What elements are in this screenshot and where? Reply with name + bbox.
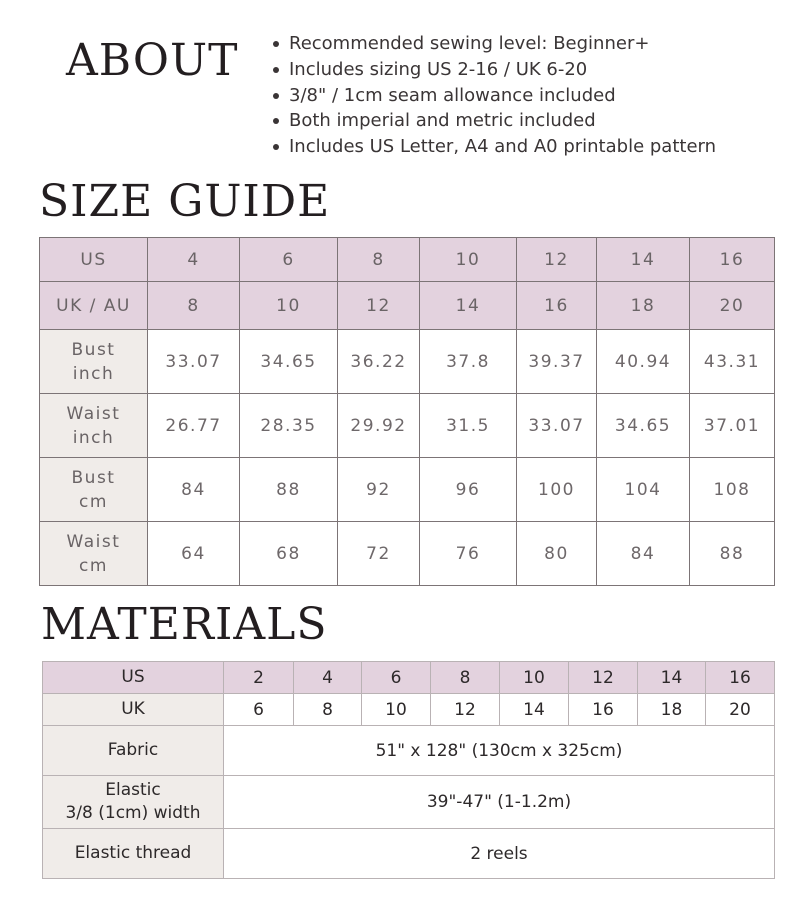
measurement-cell: 88 bbox=[690, 522, 775, 586]
size-us-label: US bbox=[40, 238, 148, 282]
waist-cm-row bbox=[40, 522, 775, 586]
measurement-cell: 40.94 bbox=[597, 330, 690, 394]
measurement-cell: 104 bbox=[597, 458, 690, 522]
elastic-thread-value: 2 reels bbox=[224, 829, 775, 879]
elastic-label-width: 3/8 (1cm) width bbox=[65, 803, 201, 823]
measurement-cell: 76 bbox=[420, 522, 517, 586]
measurement-cell: 28.35 bbox=[240, 394, 338, 458]
size-uk-cell: 14 bbox=[420, 282, 517, 330]
measurement-cell: 39.37 bbox=[517, 330, 597, 394]
fabric-label: Fabric bbox=[43, 726, 224, 776]
size-us-cell: 6 bbox=[240, 238, 338, 282]
about-item: Both imperial and metric included bbox=[272, 108, 716, 134]
materials-uk-cell: 6 bbox=[224, 694, 294, 726]
materials-us-row bbox=[43, 662, 775, 694]
row-label bbox=[40, 394, 148, 458]
materials-uk-cell: 10 bbox=[362, 694, 431, 726]
size-us-cell: 10 bbox=[420, 238, 517, 282]
materials-table bbox=[42, 661, 775, 879]
measurement-cell: 72 bbox=[338, 522, 420, 586]
materials-us-cell: 12 bbox=[569, 662, 638, 694]
measurement-cell: 37.01 bbox=[690, 394, 775, 458]
materials-uk-cell: 14 bbox=[500, 694, 569, 726]
measurement-cell: 34.65 bbox=[597, 394, 690, 458]
size-us-row bbox=[40, 238, 775, 282]
size-uk-cell: 18 bbox=[597, 282, 690, 330]
elastic-thread-row bbox=[43, 829, 775, 879]
size-uk-label: UK / AU bbox=[40, 282, 148, 330]
bust-cm-row bbox=[40, 458, 775, 522]
elastic-value: 39"-47" (1-1.2m) bbox=[224, 776, 775, 829]
measurement-cell: 108 bbox=[690, 458, 775, 522]
waist-inch-row bbox=[40, 394, 775, 458]
size-us-cell: 4 bbox=[148, 238, 240, 282]
about-title: ABOUT bbox=[66, 35, 239, 86]
measurement-cell: 36.22 bbox=[338, 330, 420, 394]
materials-uk-cell: 16 bbox=[569, 694, 638, 726]
about-item: Recommended sewing level: Beginner+ bbox=[272, 31, 716, 57]
measurement-cell: 80 bbox=[517, 522, 597, 586]
row-label bbox=[40, 458, 148, 522]
materials-us-cell: 6 bbox=[362, 662, 431, 694]
size-uk-row bbox=[40, 282, 775, 330]
materials-us-cell: 8 bbox=[431, 662, 500, 694]
materials-title: MATERIALS bbox=[41, 599, 328, 650]
size-uk-cell: 10 bbox=[240, 282, 338, 330]
size-us-cell: 12 bbox=[517, 238, 597, 282]
materials-us-label: US bbox=[43, 662, 224, 694]
row-label bbox=[40, 330, 148, 394]
elastic-label bbox=[43, 776, 224, 829]
row-label bbox=[40, 522, 148, 586]
about-item: Includes sizing US 2-16 / UK 6-20 bbox=[272, 57, 716, 83]
measurement-cell: 31.5 bbox=[420, 394, 517, 458]
size-us-cell: 8 bbox=[338, 238, 420, 282]
materials-uk-cell: 20 bbox=[706, 694, 775, 726]
row-label-unit: cm bbox=[79, 555, 108, 576]
materials-us-cell: 2 bbox=[224, 662, 294, 694]
row-label-unit: inch bbox=[72, 427, 115, 448]
size-us-cell: 14 bbox=[597, 238, 690, 282]
row-label-line: Waist bbox=[66, 403, 121, 424]
row-label-line: Bust bbox=[71, 339, 116, 360]
measurement-cell: 64 bbox=[148, 522, 240, 586]
row-label-unit: inch bbox=[72, 363, 115, 384]
measurement-cell: 84 bbox=[597, 522, 690, 586]
measurement-cell: 26.77 bbox=[148, 394, 240, 458]
measurement-cell: 43.31 bbox=[690, 330, 775, 394]
size-uk-cell: 20 bbox=[690, 282, 775, 330]
row-label-line: Bust bbox=[71, 467, 116, 488]
measurement-cell: 37.8 bbox=[420, 330, 517, 394]
measurement-cell: 84 bbox=[148, 458, 240, 522]
measurement-cell: 92 bbox=[338, 458, 420, 522]
row-label-line: Waist bbox=[66, 531, 121, 552]
about-list bbox=[272, 31, 716, 160]
measurement-cell: 29.92 bbox=[338, 394, 420, 458]
fabric-row bbox=[43, 726, 775, 776]
size-uk-cell: 8 bbox=[148, 282, 240, 330]
materials-us-cell: 16 bbox=[706, 662, 775, 694]
measurement-cell: 68 bbox=[240, 522, 338, 586]
materials-us-cell: 4 bbox=[294, 662, 362, 694]
bust-inch-row bbox=[40, 330, 775, 394]
materials-us-cell: 10 bbox=[500, 662, 569, 694]
measurement-cell: 34.65 bbox=[240, 330, 338, 394]
measurement-cell: 33.07 bbox=[148, 330, 240, 394]
size-guide-table bbox=[39, 237, 775, 586]
about-item: 3/8" / 1cm seam allowance included bbox=[272, 83, 716, 109]
measurement-cell: 33.07 bbox=[517, 394, 597, 458]
elastic-thread-label: Elastic thread bbox=[43, 829, 224, 879]
materials-uk-label: UK bbox=[43, 694, 224, 726]
about-item: Includes US Letter, A4 and A0 printable pattern bbox=[272, 134, 716, 160]
measurement-cell: 96 bbox=[420, 458, 517, 522]
materials-uk-cell: 18 bbox=[638, 694, 706, 726]
measurement-cell: 100 bbox=[517, 458, 597, 522]
elastic-row bbox=[43, 776, 775, 829]
row-label-unit: cm bbox=[79, 491, 108, 512]
size-uk-cell: 16 bbox=[517, 282, 597, 330]
fabric-value: 51" x 128" (130cm x 325cm) bbox=[224, 726, 775, 776]
materials-uk-row bbox=[43, 694, 775, 726]
elastic-label-line: Elastic bbox=[105, 780, 161, 800]
materials-uk-cell: 8 bbox=[294, 694, 362, 726]
materials-uk-cell: 12 bbox=[431, 694, 500, 726]
size-guide-title: SIZE GUIDE bbox=[39, 176, 331, 227]
size-uk-cell: 12 bbox=[338, 282, 420, 330]
size-us-cell: 16 bbox=[690, 238, 775, 282]
materials-us-cell: 14 bbox=[638, 662, 706, 694]
measurement-cell: 88 bbox=[240, 458, 338, 522]
